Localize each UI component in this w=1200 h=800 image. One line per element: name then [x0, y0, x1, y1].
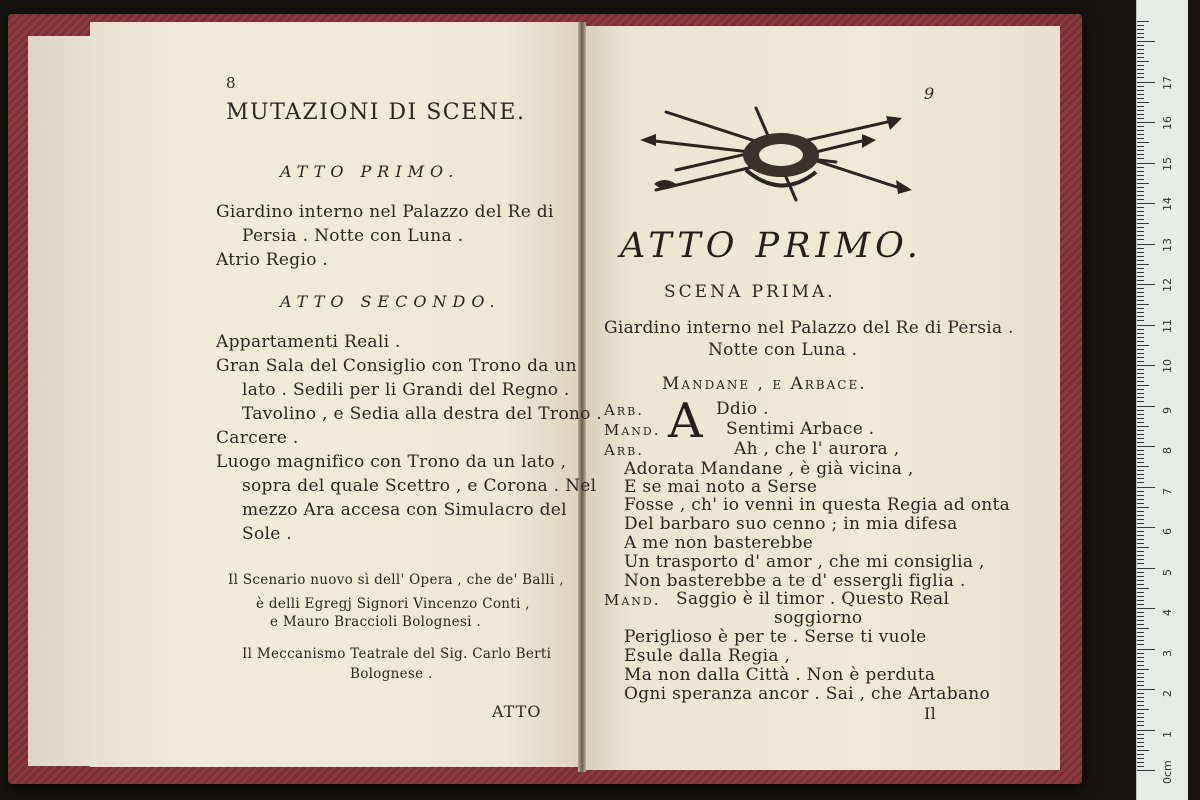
ruler-tick [1137, 373, 1144, 374]
ruler-tick [1137, 507, 1149, 508]
ruler-tick [1137, 442, 1144, 443]
ruler-number: 9 [1161, 406, 1174, 414]
dialogue-line: E se mai noto a Serse [624, 477, 818, 497]
ruler-tick [1137, 252, 1144, 253]
ruler-number: 1 [1161, 730, 1174, 738]
ruler-tick [1137, 207, 1144, 208]
speaker: Arb. [604, 441, 644, 459]
ruler-tick [1137, 381, 1144, 382]
ruler-tick [1137, 430, 1144, 431]
ruler-tick [1137, 636, 1144, 637]
left-heading: MUTAZIONI DI SCENE. [226, 100, 526, 125]
ruler-tick [1137, 21, 1149, 22]
ruler-tick [1137, 462, 1144, 463]
ruler-tick [1137, 49, 1144, 50]
ruler-number: 11 [1161, 318, 1174, 333]
act2-line: Gran Sala del Consiglio con Trono da un [216, 356, 577, 376]
ruler-tick [1137, 576, 1144, 577]
ruler-tick [1137, 584, 1144, 585]
ruler-tick [1137, 677, 1144, 678]
ruler-tick [1137, 69, 1144, 70]
ruler-tick [1137, 499, 1144, 500]
ruler-tick [1137, 130, 1144, 131]
right-subtitle: SCENA PRIMA. [664, 282, 836, 302]
ruler-tick [1137, 134, 1144, 135]
ruler-tick [1137, 758, 1144, 759]
ruler-tick [1137, 438, 1144, 439]
act2-line: Luogo magnifico con Trono da un lato , [216, 452, 567, 472]
ruler-number: 14 [1161, 197, 1174, 211]
ruler-tick [1137, 701, 1144, 702]
dropcap: A [668, 393, 703, 449]
right-title: ATTO PRIMO. [620, 226, 923, 266]
ruler-tick [1137, 110, 1144, 111]
ruler-tick [1137, 203, 1155, 204]
ruler-tick [1137, 705, 1144, 706]
ruler-tick [1137, 244, 1155, 245]
ruler-tick [1137, 482, 1144, 483]
ruler-tick [1137, 239, 1144, 240]
right-page-number: 9 [924, 84, 935, 103]
ruler-tick [1137, 248, 1144, 249]
setting-line: Notte con Luna . [708, 340, 858, 360]
ruler-tick [1137, 41, 1155, 42]
ruler-tick [1137, 414, 1144, 415]
speaker: Arb. [604, 401, 644, 419]
ruler-tick [1137, 401, 1144, 402]
ruler-tick [1137, 353, 1144, 354]
characters: Mandane , e Arbace. [662, 374, 867, 394]
ruler-tick [1137, 102, 1149, 103]
ruler-tick [1137, 742, 1144, 743]
act1-title: ATTO PRIMO. [280, 162, 460, 181]
dialogue-line: Adorata Mandane , è già vicina , [624, 459, 914, 479]
credits-line: e Mauro Braccioli Bolognesi . [270, 614, 481, 630]
ruler-tick [1137, 628, 1149, 629]
act1-line: Giardino interno nel Palazzo del Re di [216, 202, 554, 222]
ruler-tick [1137, 341, 1144, 342]
dialogue-line: Ah , che l' aurora , [734, 439, 900, 459]
ruler-tick [1137, 215, 1144, 216]
ruler-tick [1137, 410, 1144, 411]
ruler-tick [1137, 272, 1144, 273]
ruler-tick [1137, 644, 1144, 645]
ruler-tick [1137, 543, 1144, 544]
speaker: Mand. [604, 421, 661, 439]
ruler-tick [1137, 693, 1144, 694]
ruler-tick [1137, 349, 1144, 350]
act2-line: Sole . [242, 524, 292, 544]
ruler-tick [1137, 608, 1155, 609]
ruler-tick [1137, 179, 1144, 180]
dialogue-line: Ma non dalla Città . Non è perduta [624, 665, 936, 685]
ruler-tick [1137, 572, 1144, 573]
ruler-tick [1137, 640, 1144, 641]
ruler-tick [1137, 118, 1144, 119]
ruler-tick [1137, 73, 1144, 74]
ruler-tick [1137, 171, 1144, 172]
ruler-tick [1137, 478, 1144, 479]
ruler-tick [1137, 219, 1144, 220]
ruler-tick [1137, 450, 1144, 451]
ruler-tick [1137, 426, 1149, 427]
flyleaf [28, 36, 94, 766]
ruler-tick [1137, 199, 1144, 200]
ruler-tick [1137, 345, 1149, 346]
ruler-tick [1137, 669, 1149, 670]
ruler-tick [1137, 434, 1144, 435]
ruler-tick [1137, 632, 1144, 633]
ruler-tick [1137, 721, 1144, 722]
ruler-tick [1137, 495, 1144, 496]
ruler-tick [1137, 519, 1144, 520]
ruler-tick [1137, 167, 1144, 168]
right-catchword: Il [924, 704, 937, 723]
ruler-tick [1137, 211, 1144, 212]
ruler-tick [1137, 53, 1144, 54]
ruler-tick [1137, 624, 1144, 625]
ruler-tick [1137, 770, 1155, 771]
ruler-tick [1137, 616, 1144, 617]
ruler-tick [1137, 458, 1144, 459]
dialogue-line: Non basterebbe a te d' essergli figlia . [624, 571, 966, 591]
ruler-tick [1137, 649, 1155, 650]
act1-line: Atrio Regio . [216, 250, 329, 270]
ruler-tick [1137, 725, 1144, 726]
ruler-tick [1137, 762, 1144, 763]
ruler-tick [1137, 308, 1144, 309]
act2-line: Tavolino , e Sedia alla destra del Trono . [242, 404, 603, 424]
dialogue-line: A me non basterebbe [624, 533, 814, 553]
ruler-tick [1137, 292, 1144, 293]
ruler-tick [1137, 45, 1144, 46]
ruler-tick [1137, 284, 1155, 285]
ruler-tick [1137, 333, 1144, 334]
ruler-number: 2 [1161, 690, 1174, 697]
ruler-tick [1137, 377, 1144, 378]
ruler-tick [1137, 223, 1149, 224]
setting-line: Giardino interno nel Palazzo del Re di Persia . [604, 318, 1014, 338]
ruler-tick [1137, 187, 1144, 188]
ruler-tick [1137, 304, 1149, 305]
ruler-tick [1137, 37, 1144, 38]
ruler-tick [1137, 418, 1144, 419]
ruler-tick [1137, 320, 1144, 321]
ruler-tick [1137, 555, 1144, 556]
ruler-tick [1137, 65, 1144, 66]
ruler-tick [1137, 454, 1144, 455]
ruler-number: 10 [1161, 359, 1174, 373]
ruler-tick [1137, 296, 1144, 297]
ruler-tick [1137, 665, 1144, 666]
trophy-of-arms-icon [636, 100, 926, 210]
ruler-tick [1137, 77, 1144, 78]
ruler-tick [1137, 260, 1144, 261]
ruler-tick [1137, 685, 1144, 686]
ruler-tick [1137, 580, 1144, 581]
ruler-tick [1137, 393, 1144, 394]
ruler-tick [1137, 487, 1155, 488]
ruler-number: 15 [1161, 156, 1174, 171]
ruler-tick [1137, 385, 1149, 386]
ruler-tick [1137, 612, 1144, 613]
ruler-tick [1137, 734, 1144, 735]
ruler-tick [1137, 288, 1144, 289]
ruler-tick [1137, 106, 1144, 107]
ruler-tick [1137, 730, 1155, 731]
ruler-tick [1137, 397, 1144, 398]
ruler-number: 12 [1161, 278, 1174, 292]
ruler-tick [1137, 551, 1144, 552]
ruler-tick [1137, 592, 1144, 593]
ruler-tick [1137, 361, 1144, 362]
book-gutter [578, 22, 586, 772]
measuring-ruler [1136, 0, 1188, 800]
dialogue-line: Ogni speranza ancor . Sai , che Artabano [624, 684, 991, 704]
dialogue-line: Periglioso è per te . Serse ti vuole [624, 627, 927, 647]
ruler-tick [1137, 717, 1144, 718]
ruler-tick [1137, 709, 1149, 710]
ruler-number: 7 [1161, 487, 1174, 495]
ruler-tick [1137, 142, 1149, 143]
ruler-tick [1137, 600, 1144, 601]
ruler-tick [1137, 750, 1149, 751]
ruler-tick [1137, 264, 1149, 265]
ruler-tick [1137, 365, 1155, 366]
act2-line: Appartamenti Reali . [216, 332, 401, 352]
ruler-tick [1137, 369, 1144, 370]
ruler-tick [1137, 231, 1144, 232]
ruler-tick [1137, 154, 1144, 155]
ruler-tick [1137, 539, 1144, 540]
ruler-tick [1137, 491, 1144, 492]
ruler-tick [1137, 61, 1149, 62]
act2-title: ATTO SECONDO. [280, 292, 501, 311]
ruler-tick [1137, 268, 1144, 269]
ruler-tick [1137, 325, 1155, 326]
ruler-tick [1137, 563, 1144, 564]
ruler-number: 6 [1161, 528, 1174, 535]
ruler-tick [1137, 280, 1144, 281]
ruler-tick [1137, 568, 1155, 569]
ruler-tick [1137, 738, 1144, 739]
ruler-tick [1137, 754, 1144, 755]
credits-line: Bolognese . [350, 666, 433, 682]
ruler-tick [1137, 195, 1144, 196]
dialogue-line: soggiorno [774, 608, 863, 628]
ruler-tick [1137, 596, 1144, 597]
ruler-tick [1137, 126, 1144, 127]
left-catchword: ATTO [492, 702, 542, 721]
ruler-tick [1137, 653, 1144, 654]
ruler-tick [1137, 33, 1144, 34]
ruler-tick [1137, 766, 1144, 767]
ruler-tick [1137, 389, 1144, 390]
ruler-tick [1137, 337, 1144, 338]
ruler-tick [1137, 235, 1144, 236]
ruler-tick [1137, 138, 1144, 139]
ruler-tick [1137, 82, 1155, 83]
ruler-tick [1137, 94, 1144, 95]
act1-line: Persia . Notte con Luna . [242, 226, 464, 246]
ruler-tick [1137, 470, 1144, 471]
ruler-tick [1137, 697, 1144, 698]
ruler-tick [1137, 175, 1144, 176]
ruler-number: 13 [1161, 237, 1174, 252]
ruler-tick [1137, 604, 1144, 605]
ruler-tick [1137, 29, 1144, 30]
ruler-tick [1137, 146, 1144, 147]
ruler-tick [1137, 312, 1144, 313]
ruler-tick [1137, 256, 1144, 257]
ruler-tick [1137, 523, 1144, 524]
ruler-tick [1137, 503, 1144, 504]
ruler-tick [1137, 681, 1144, 682]
ruler-tick [1137, 86, 1144, 87]
ruler-tick [1137, 588, 1149, 589]
ruler-tick [1137, 474, 1144, 475]
ruler-tick [1137, 406, 1155, 407]
ruler-number: 3 [1161, 649, 1174, 657]
act2-line: lato . Sedili per li Grandi del Regno . [242, 380, 570, 400]
ruler-tick [1137, 511, 1144, 512]
ruler-tick [1137, 114, 1144, 115]
ruler-tick [1137, 661, 1144, 662]
ruler-tick [1137, 316, 1144, 317]
ruler-tick [1137, 446, 1155, 447]
ruler-tick [1137, 657, 1144, 658]
ruler-number: 8 [1161, 447, 1174, 454]
ruler-tick [1137, 191, 1144, 192]
credits-line: è delli Egregj Signori Vincenzo Conti , [256, 596, 530, 612]
ruler-tick [1137, 98, 1144, 99]
ruler-tick [1137, 689, 1155, 690]
ruler-tick [1137, 547, 1149, 548]
ruler-tick [1137, 713, 1144, 714]
ruler-number: 4 [1161, 609, 1174, 616]
ruler-unit-label: 0cm [1161, 760, 1174, 784]
ruler-tick [1137, 620, 1144, 621]
credits-line: Il Meccanismo Teatrale del Sig. Carlo Berti [242, 646, 552, 662]
ruler-tick [1137, 158, 1144, 159]
ruler-tick [1137, 163, 1155, 164]
ruler-tick [1137, 300, 1144, 301]
ruler-tick [1137, 25, 1144, 26]
ruler-tick [1137, 559, 1144, 560]
act2-line: mezzo Ara accesa con Simulacro del [242, 500, 567, 520]
ruler-tick [1137, 276, 1144, 277]
ruler-tick [1137, 422, 1144, 423]
ruler-tick [1137, 746, 1144, 747]
dialogue-line: Fosse , ch' io venni in questa Regia ad onta [624, 495, 1011, 515]
ruler-tick [1137, 466, 1149, 467]
dialogue-line: Un trasporto d' amor , che mi consiglia , [624, 552, 985, 572]
ruler-tick [1137, 90, 1144, 91]
act2-line: Carcere . [216, 428, 299, 448]
left-page-number: 8 [226, 74, 236, 92]
ruler-tick [1137, 515, 1144, 516]
ruler-tick [1137, 150, 1144, 151]
ruler-tick [1137, 57, 1144, 58]
speaker: Mand. [604, 591, 661, 609]
ruler-tick [1137, 122, 1155, 123]
ruler-number: 16 [1161, 116, 1174, 130]
dialogue-line: Saggio è il timor . Questo Real [676, 589, 950, 609]
ruler-tick [1137, 183, 1149, 184]
ruler-number: 17 [1161, 75, 1174, 90]
ruler-tick [1137, 535, 1144, 536]
ruler-tick [1137, 227, 1144, 228]
dialogue-line: Esule dalla Regia , [624, 646, 791, 666]
ruler-tick [1137, 673, 1144, 674]
dialogue-line: Sentimi Arbace . [726, 419, 875, 439]
ruler-tick [1137, 357, 1144, 358]
dialogue-line: Del barbaro suo cenno ; in mia difesa [624, 514, 958, 534]
ruler-number: 5 [1161, 568, 1174, 576]
ruler-tick [1137, 531, 1144, 532]
credits-line: Il Scenario nuovo sì dell' Opera , che de' Balli , [228, 572, 564, 588]
ruler-tick [1137, 527, 1155, 528]
act2-line: sopra del quale Scettro , e Corona . Nel [242, 476, 597, 496]
dialogue-line: Ddio . [716, 399, 769, 419]
ruler-tick [1137, 329, 1144, 330]
